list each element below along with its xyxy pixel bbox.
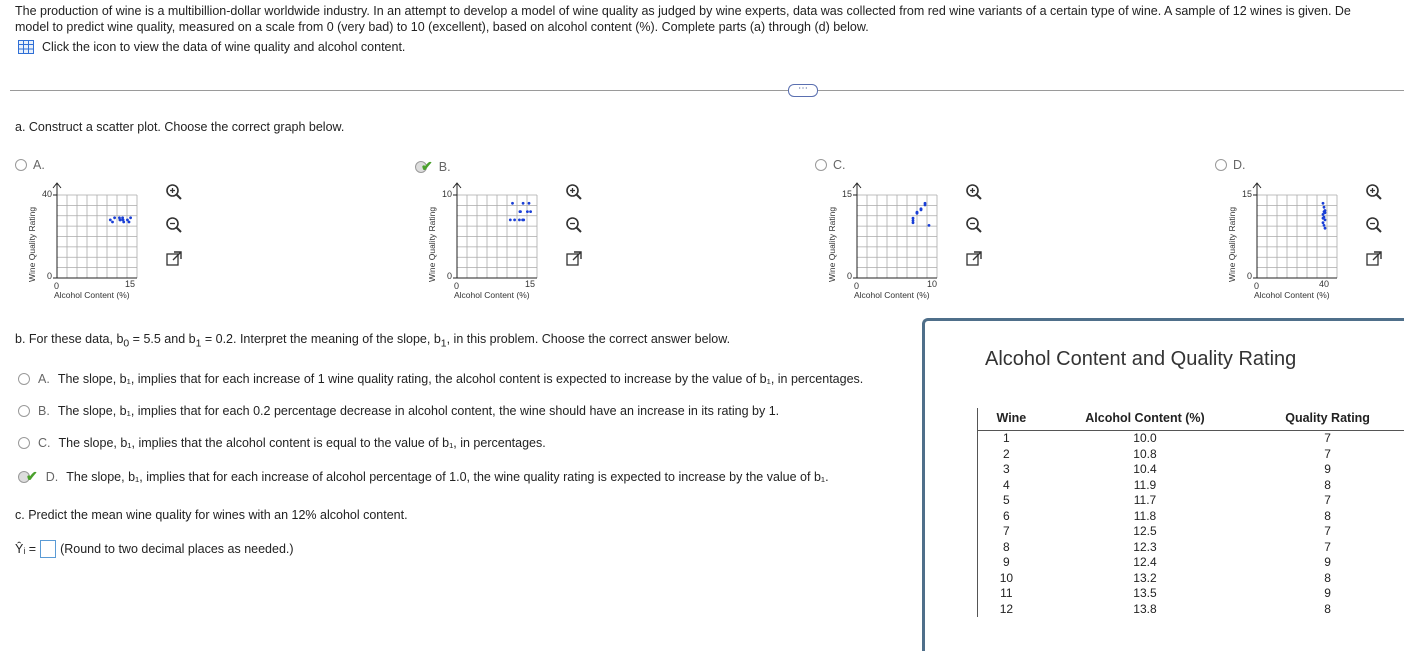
section-divider xyxy=(10,90,1404,91)
cell-wine: 8 xyxy=(978,540,1039,556)
cell-wine: 1 xyxy=(978,431,1039,447)
correct-check-icon: ✔ xyxy=(26,468,38,485)
table-row xyxy=(978,555,1404,571)
data-panel-title: Alcohol Content and Quality Rating xyxy=(985,348,1296,371)
expand-button[interactable]: ⋯ xyxy=(788,84,818,97)
data-point xyxy=(509,219,512,222)
scatter-option-b[interactable] xyxy=(415,150,605,310)
cell-wine: 11 xyxy=(978,586,1039,602)
data-point xyxy=(518,219,521,222)
x-tick-end: 15 xyxy=(525,279,535,289)
x-axis-label: Alcohol Content (%) xyxy=(854,290,930,300)
data-table xyxy=(977,408,1404,617)
part-b-option-a[interactable] xyxy=(18,372,863,386)
part-b-option-c[interactable] xyxy=(18,436,546,450)
y-tick-top: 15 xyxy=(1242,189,1252,199)
option-letter: A. xyxy=(33,158,45,172)
scatter-plot xyxy=(1215,150,1355,300)
b1-subscript: 1 xyxy=(196,339,202,350)
cell-alcohol: 13.5 xyxy=(1039,586,1251,602)
zoom-out-icon[interactable] xyxy=(965,216,983,234)
zoom-out-icon[interactable] xyxy=(565,216,583,234)
table-row xyxy=(978,478,1404,494)
data-point xyxy=(122,219,125,222)
table-icon[interactable] xyxy=(18,40,34,54)
option-text: The slope, b₁, implies that for each increase of alcohol percentage of 1.0, the wine quality rating is expected to increase by the value of b₁. xyxy=(66,470,828,484)
table-row xyxy=(978,509,1404,525)
data-point xyxy=(1323,206,1326,209)
option-text: The slope, b₁, implies that the alcohol content is equal to the value of b₁, in percentages. xyxy=(59,436,546,450)
b0-subscript: 0 xyxy=(123,339,129,350)
data-point xyxy=(920,208,923,211)
cell-alcohol: 11.7 xyxy=(1039,493,1251,509)
cell-quality: 7 xyxy=(1251,540,1404,556)
y-tick-top: 15 xyxy=(842,189,852,199)
data-point xyxy=(1324,211,1327,214)
data-point xyxy=(109,219,112,222)
cell-quality: 9 xyxy=(1251,586,1404,602)
cell-quality: 8 xyxy=(1251,478,1404,494)
yhat-label: Ŷᵢ = xyxy=(15,542,36,556)
open-new-window-icon[interactable] xyxy=(966,251,984,269)
option-letter: A. xyxy=(38,372,50,386)
table-row xyxy=(978,524,1404,540)
table-row xyxy=(978,571,1404,587)
data-point xyxy=(928,224,931,227)
cell-alcohol: 11.9 xyxy=(1039,478,1251,494)
cell-alcohol: 10.8 xyxy=(1039,447,1251,463)
data-point xyxy=(912,219,915,222)
header-quality: Quality Rating xyxy=(1251,408,1404,431)
data-point xyxy=(1322,221,1325,224)
option-text: The slope, b₁, implies that for each 0.2 percentage decrease in alcohol content, the wine should have an increase in its rating by 1. xyxy=(58,404,779,418)
option-letter: C. xyxy=(833,158,846,172)
cell-wine: 6 xyxy=(978,509,1039,525)
cell-wine: 2 xyxy=(978,447,1039,463)
cell-quality: 7 xyxy=(1251,431,1404,447)
round-hint: (Round to two decimal places as needed.) xyxy=(60,542,293,556)
problem-line-2: model to predict wine quality, measured on a scale from 0 (very bad) to 10 (excellent), based on alcohol content (%). Complete parts (a) through (d) below. xyxy=(15,19,1404,35)
cell-quality: 7 xyxy=(1251,524,1404,540)
y-axis-label: Wine Quality Rating xyxy=(27,207,37,282)
data-point xyxy=(511,202,514,205)
y-tick-zero: 0 xyxy=(47,271,52,281)
zoom-in-icon[interactable] xyxy=(965,183,983,201)
answer-row xyxy=(15,540,294,558)
x-tick-zero: 0 xyxy=(54,281,59,291)
y-axis-label: Wine Quality Rating xyxy=(1227,207,1237,282)
data-point xyxy=(119,219,122,222)
radio-button[interactable] xyxy=(18,405,30,417)
cell-wine: 3 xyxy=(978,462,1039,478)
data-point xyxy=(924,202,927,205)
zoom-out-icon[interactable] xyxy=(1365,216,1383,234)
open-new-window-icon[interactable] xyxy=(1366,251,1384,269)
scatter-option-d[interactable] xyxy=(1215,150,1404,310)
cell-wine: 10 xyxy=(978,571,1039,587)
cell-wine: 7 xyxy=(978,524,1039,540)
data-point xyxy=(513,219,516,222)
cell-wine: 12 xyxy=(978,602,1039,618)
table-header-row xyxy=(978,408,1404,431)
data-point xyxy=(128,221,131,224)
y-tick-top: 40 xyxy=(42,189,52,199)
cell-alcohol: 12.5 xyxy=(1039,524,1251,540)
cell-alcohol: 13.8 xyxy=(1039,602,1251,618)
b1-subscript-2: 1 xyxy=(441,339,447,350)
data-point xyxy=(1323,224,1326,227)
part-b-text-post: = 0.2. Interpret the meaning of the slope, b xyxy=(201,332,440,346)
table-row xyxy=(978,431,1404,447)
table-row xyxy=(978,540,1404,556)
scatter-option-a[interactable] xyxy=(15,150,205,310)
cell-alcohol: 10.4 xyxy=(1039,462,1251,478)
cell-alcohol: 12.4 xyxy=(1039,555,1251,571)
x-axis-label: Alcohol Content (%) xyxy=(1254,290,1330,300)
y-tick-zero: 0 xyxy=(1247,271,1252,281)
y-tick-zero: 0 xyxy=(847,271,852,281)
cell-quality: 9 xyxy=(1251,555,1404,571)
table-row xyxy=(978,586,1404,602)
problem-statement xyxy=(15,3,1404,35)
table-row xyxy=(978,462,1404,478)
x-tick-zero: 0 xyxy=(454,281,459,291)
table-row xyxy=(978,447,1404,463)
x-tick-end: 40 xyxy=(1319,279,1329,289)
part-b-text-mid: = 5.5 and b xyxy=(129,332,195,346)
table-row xyxy=(978,493,1404,509)
part-c-prompt: c. Predict the mean wine quality for wines with an 12% alcohol content. xyxy=(15,508,408,522)
cell-quality: 7 xyxy=(1251,493,1404,509)
option-letter: D. xyxy=(1233,158,1246,172)
y-axis xyxy=(853,183,861,278)
data-point xyxy=(111,221,114,224)
radio-button[interactable] xyxy=(18,373,30,385)
part-b-text-pre: b. For these data, b xyxy=(15,332,123,346)
data-point xyxy=(529,210,532,213)
zoom-in-icon[interactable] xyxy=(165,183,183,201)
cell-quality: 8 xyxy=(1251,509,1404,525)
zoom-in-icon[interactable] xyxy=(1365,183,1383,201)
problem-line-1: The production of wine is a multibillion-dollar worldwide industry. In an attempt to develop a model of wine quality as judged by wine experts, data was collected from red wine variants of a certain type of wine. A sample of 12 wines is given. De xyxy=(15,3,1404,19)
cell-alcohol: 13.2 xyxy=(1039,571,1251,587)
y-axis-label: Wine Quality Rating xyxy=(427,207,437,282)
data-point xyxy=(1322,217,1325,220)
data-point xyxy=(1324,227,1327,230)
header-wine: Wine xyxy=(978,408,1039,431)
part-b-text-end: , in this problem. Choose the correct answer below. xyxy=(447,332,730,346)
option-letter: C. xyxy=(38,436,51,450)
option-text: The slope, b₁, implies that for each increase of 1 wine quality rating, the alcohol content is expected to increase by the value of b₁, in percentages. xyxy=(58,372,863,386)
scatter-option-c[interactable] xyxy=(815,150,1005,310)
open-new-window-icon[interactable] xyxy=(166,251,184,269)
cell-quality: 7 xyxy=(1251,447,1404,463)
y-axis xyxy=(53,183,61,278)
answer-input[interactable] xyxy=(40,540,56,558)
zoom-in-icon[interactable] xyxy=(565,183,583,201)
open-new-window-icon[interactable] xyxy=(566,251,584,269)
cell-alcohol: 12.3 xyxy=(1039,540,1251,556)
header-alcohol: Alcohol Content (%) xyxy=(1039,408,1251,431)
cell-alcohol: 10.0 xyxy=(1039,431,1251,447)
data-link[interactable] xyxy=(18,40,405,54)
data-point xyxy=(526,210,529,213)
cell-wine: 5 xyxy=(978,493,1039,509)
x-axis-label: Alcohol Content (%) xyxy=(454,290,530,300)
x-axis-label: Alcohol Content (%) xyxy=(54,290,130,300)
scatter-plot xyxy=(415,150,555,300)
zoom-out-icon[interactable] xyxy=(165,216,183,234)
x-tick-end: 15 xyxy=(125,279,135,289)
y-axis xyxy=(453,183,461,278)
part-b-prompt xyxy=(15,332,730,350)
scatter-plot xyxy=(815,150,955,300)
cell-quality: 9 xyxy=(1251,462,1404,478)
data-point xyxy=(522,202,525,205)
data-point xyxy=(1322,202,1325,205)
option-letter: D. xyxy=(46,470,59,484)
option-letter: B. xyxy=(439,160,451,174)
scatter-plot xyxy=(15,150,155,300)
y-axis xyxy=(1253,183,1261,278)
x-tick-zero: 0 xyxy=(1254,281,1259,291)
y-tick-top: 10 xyxy=(442,189,452,199)
data-link-text[interactable]: Click the icon to view the data of wine quality and alcohol content. xyxy=(42,40,405,54)
data-point xyxy=(519,210,522,213)
data-point xyxy=(528,202,531,205)
y-tick-zero: 0 xyxy=(447,271,452,281)
part-b-option-d[interactable] xyxy=(18,468,829,485)
correct-check-icon: ✔ xyxy=(421,158,433,175)
data-point xyxy=(916,211,919,214)
cell-wine: 9 xyxy=(978,555,1039,571)
x-tick-zero: 0 xyxy=(854,281,859,291)
cell-wine: 4 xyxy=(978,478,1039,494)
cell-alcohol: 11.8 xyxy=(1039,509,1251,525)
radio-button[interactable] xyxy=(18,437,30,449)
option-letter: B. xyxy=(38,404,50,418)
part-b-option-b[interactable] xyxy=(18,404,779,418)
table-row xyxy=(978,602,1404,618)
data-point xyxy=(129,216,132,219)
cell-quality: 8 xyxy=(1251,571,1404,587)
part-a-prompt: a. Construct a scatter plot. Choose the correct graph below. xyxy=(15,120,344,134)
cell-quality: 8 xyxy=(1251,602,1404,618)
x-tick-end: 10 xyxy=(927,279,937,289)
data-point xyxy=(113,216,116,219)
data-point xyxy=(521,219,524,222)
y-axis-label: Wine Quality Rating xyxy=(827,207,837,282)
